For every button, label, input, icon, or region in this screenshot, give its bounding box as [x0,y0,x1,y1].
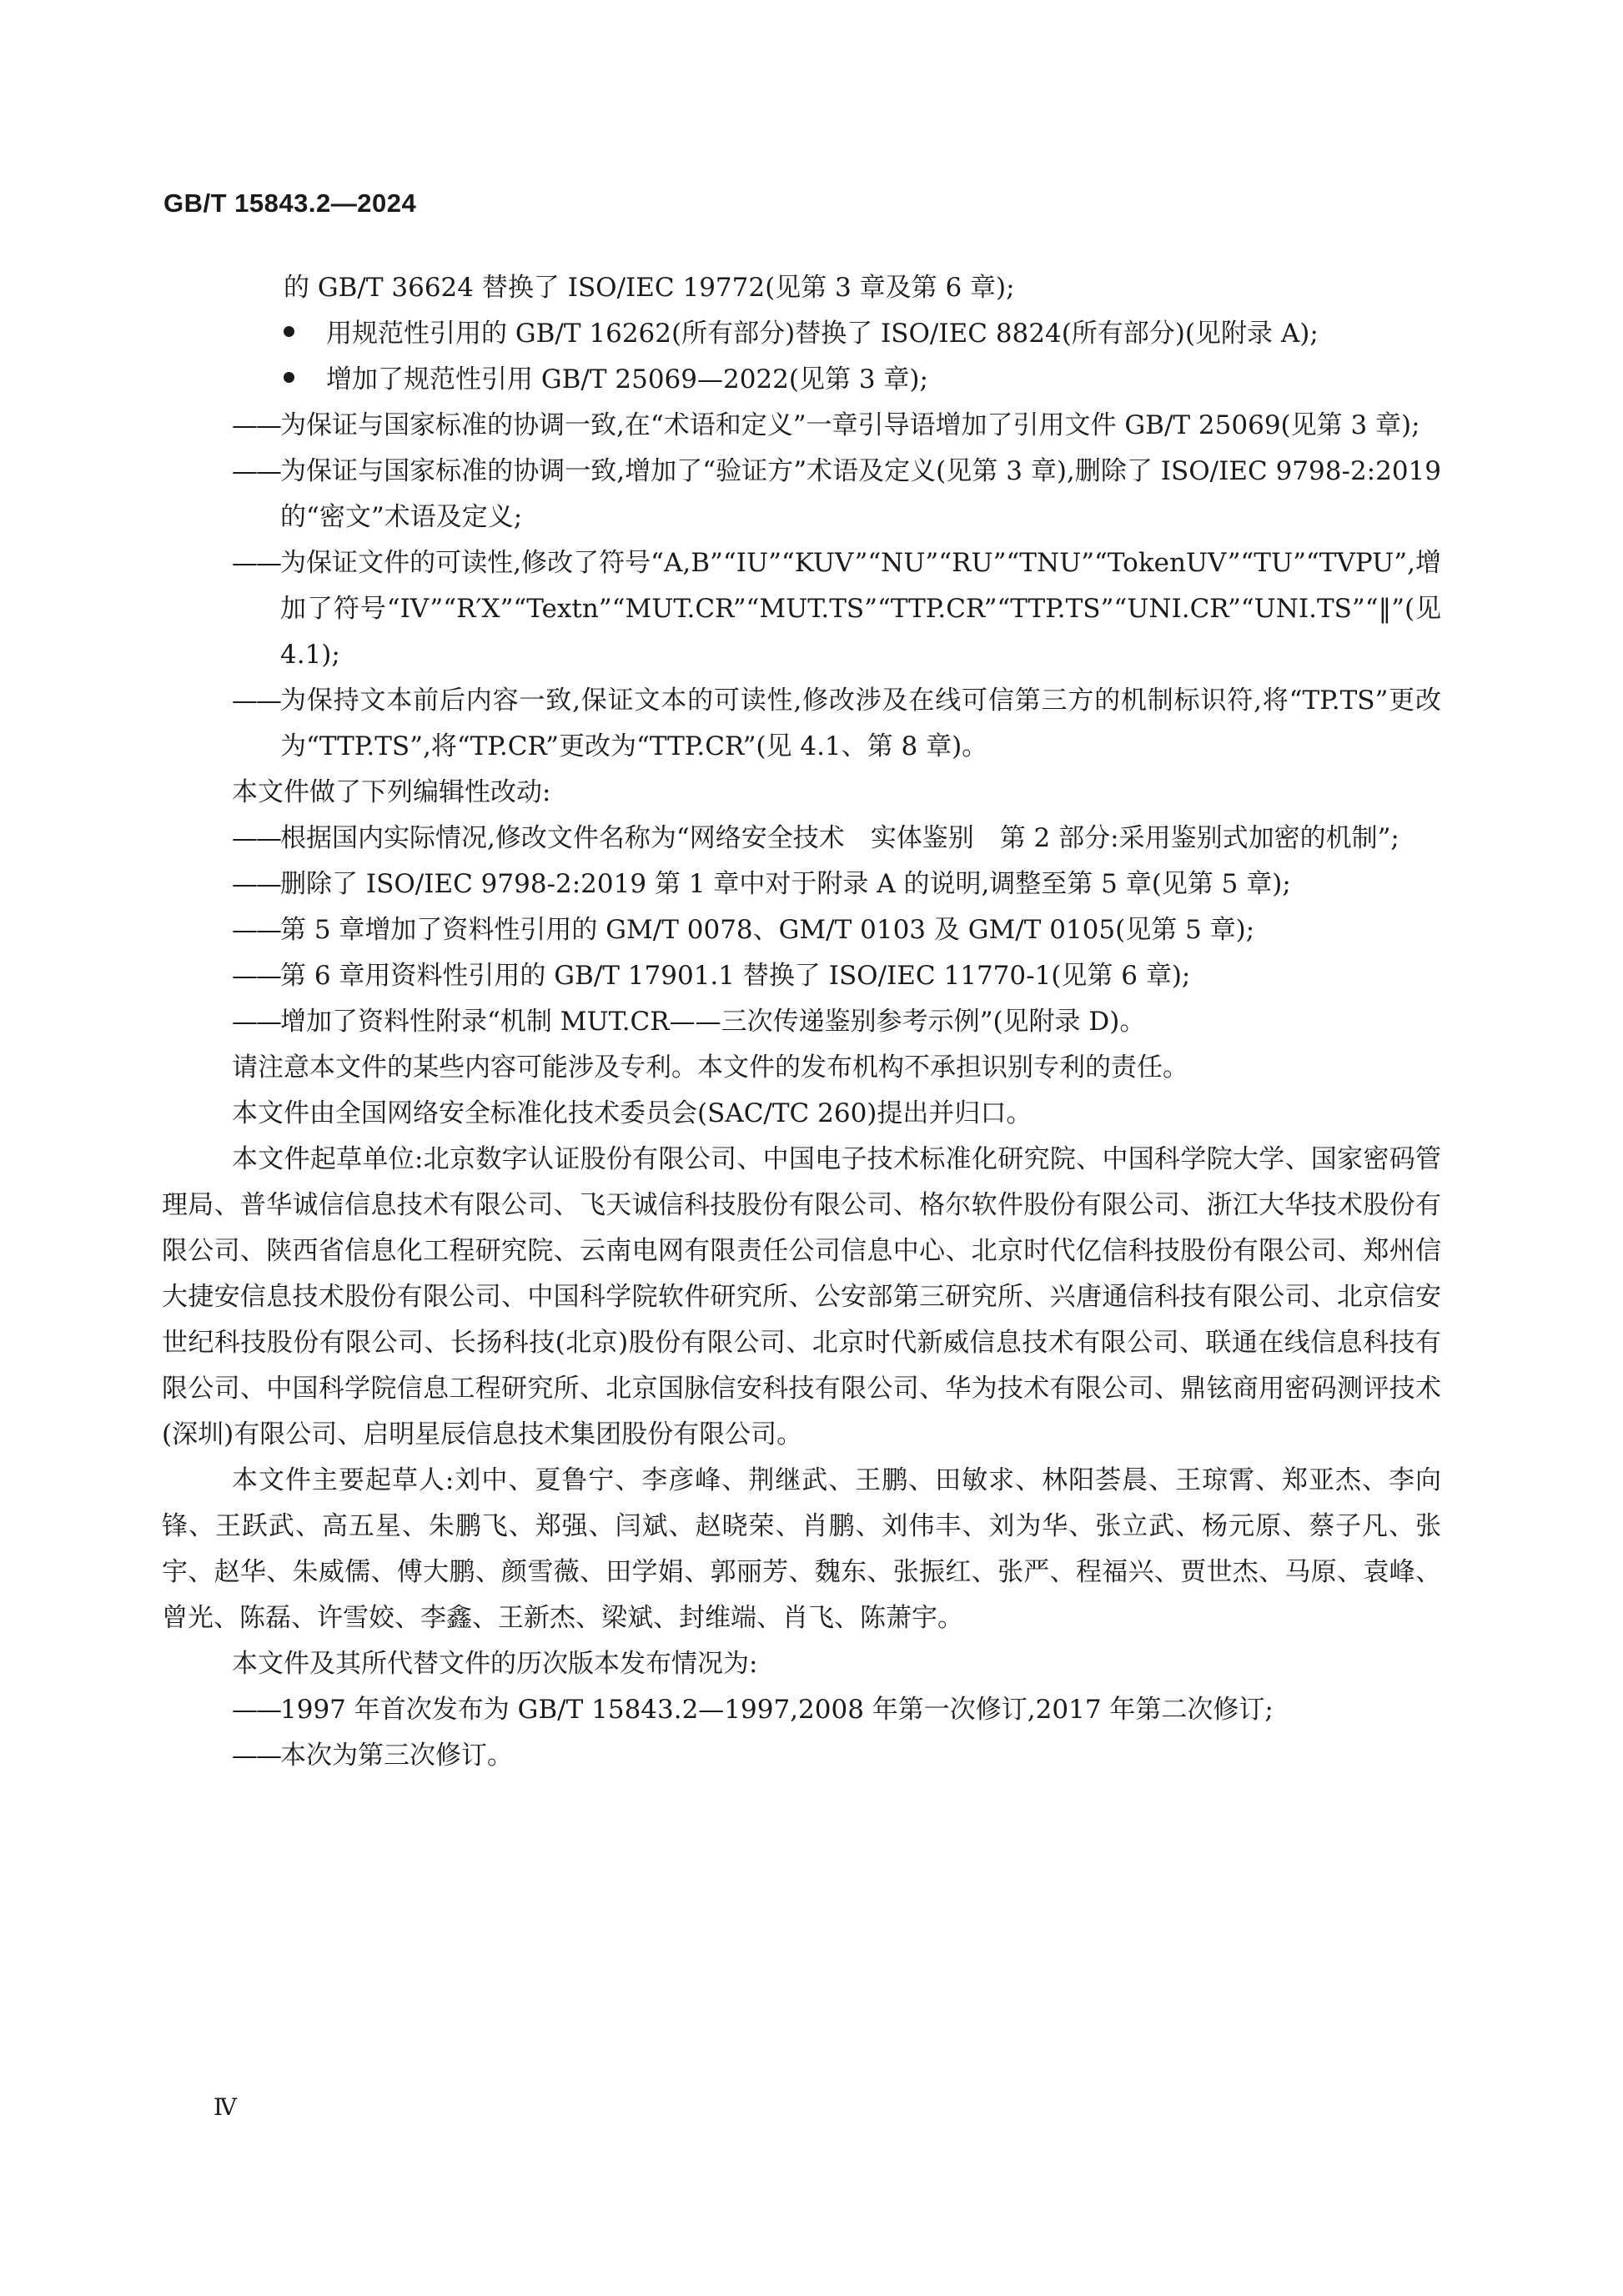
dash-text: 根据国内实际情况,修改文件名称为“网络安全技术 实体鉴别 第 2 部分:采用鉴别式加密的机制”; [280,823,1399,853]
dash-text: 本次为第三次修订。 [280,1741,513,1771]
bullet-item [240,357,1441,403]
dash-marker: —— [232,1741,280,1771]
paragraph: 本文件做了下列编辑性改动: [232,777,551,807]
committee-paragraph: 本文件由全国网络安全标准化技术委员会(SAC/TC 260)提出并归口。 [232,1098,1033,1128]
dash-marker: —— [232,1007,280,1037]
dash-item [232,678,1441,770]
bullet-text: 增加了规范性引用 GB/T 25069—2022(见第 3 章); [326,364,928,394]
dash-text: 删除了 ISO/IEC 9798-2:2019 第 1 章中对于附录 A 的说明,调整至第 5 章(见第 5 章); [280,869,1291,899]
dash-text: 为保证文件的可读性,修改了符号“A,B”“IU”“KUV”“NU”“RU”“TNU”“TokenUV”“TU”“TVPU”,增加了符号“IV”“R′X”“Textn”“MUT.CR”“MUT.TS”“TTP.CR”“TTP.TS”“UNI.CR”“UNI.TS”“‖”(见 4.1); [280,548,1441,670]
dash-item [232,953,1441,999]
page-number: Ⅳ [214,2093,237,2121]
continuation-line: 的 GB/T 36624 替换了 ISO/IEC 19772(见第 3 章及第 6 章); [284,273,1015,303]
dash-marker: —— [232,410,280,440]
standard-number-header: GB/T 15843.2—2024 [163,188,417,218]
drafting-units-paragraph: 本文件起草单位:北京数字认证股份有限公司、中国电子技术标准化研究院、中国科学院大学、国家密码管理局、普华诚信信息技术有限公司、飞天诚信科技股份有限公司、格尔软件股份有限公司、浙江大华技术股份有限公司、陕西省信息化工程研究院、云南电网有限责任公司信息中心、北京时代亿信科技股份有限公司、郑州信大捷安信息技术股份有限公司、中国科学院软件研究所、公安部第三研究所、兴唐通信科技有限公司、北京信安世纪科技股份有限公司、长扬科技(北京)股份有限公司、北京时代新威信息技术有限公司、联通在线信息科技有限公司、中国科学院信息工程研究所、北京国脉信安科技有限公司、华为技术有限公司、鼎铉商用密码测评技术(深圳)有限公司、启明星辰信息技术集团股份有限公司。 [162,1144,1441,1449]
dash-marker: —— [232,456,280,486]
dash-text: 为保持文本前后内容一致,保证文本的可读性,修改涉及在线可信第三方的机制标识符,将“TP.TS”更改为“TTP.TS”,将“TP.CR”更改为“TTP.CR”(见 4.1、第 8 章)。 [280,686,1441,761]
dash-item [232,449,1441,540]
dash-marker: —— [232,961,280,991]
bullet-item [240,311,1441,357]
document-body [162,265,1441,1779]
dash-text: 增加了资料性附录“机制 MUT.CR——三次传递鉴别参考示例”(见附录 D)。 [280,1007,1146,1037]
history-intro: 本文件及其所代替文件的历次版本发布情况为: [232,1649,758,1679]
dash-item [232,862,1441,907]
bullet-text: 用规范性引用的 GB/T 16262(所有部分)替换了 ISO/IEC 8824(所有部分)(见附录 A); [326,319,1319,349]
dash-text: 第 5 章增加了资料性引用的 GM/T 0078、GM/T 0103 及 GM/T 0105(见第 5 章); [280,915,1255,945]
dash-marker: —— [232,1695,280,1725]
dash-item [232,1733,1441,1779]
dash-item [232,403,1441,449]
patent-notice: 请注意本文件的某些内容可能涉及专利。本文件的发布机构不承担识别专利的责任。 [232,1053,1188,1083]
dash-marker: —— [232,548,280,578]
dash-item [232,816,1441,862]
dash-text: 为保证与国家标准的协调一致,在“术语和定义”一章引导语增加了引用文件 GB/T 25069(见第 3 章); [280,410,1420,440]
drafters-paragraph: 本文件主要起草人:刘中、夏鲁宁、李彦峰、荆继武、王鹏、田敏求、林阳荟晨、王琼霄、郑亚杰、李向锋、王跃武、高五星、朱鹏飞、郑强、闫斌、赵晓荣、肖鹏、刘伟丰、刘为华、张立武、杨元原、蔡子凡、张宇、赵华、朱威儒、傅大鹏、颜雪薇、田学娟、郭丽芳、魏东、张振红、张严、程福兴、贾世杰、马原、袁峰、曾光、陈磊、许雪姣、李鑫、王新杰、梁斌、封维端、肖飞、陈萧宇。 [162,1465,1441,1633]
dash-item [232,999,1441,1045]
dash-text: 为保证与国家标准的协调一致,增加了“验证方”术语及定义(见第 3 章),删除了 ISO/IEC 9798-2:2019 的“密文”术语及定义; [280,456,1441,532]
dash-item [232,540,1441,678]
dash-marker: —— [232,686,280,716]
dash-marker: —— [232,915,280,945]
dash-marker: —— [232,823,280,853]
dash-item [232,1687,1441,1733]
dash-text: 1997 年首次发布为 GB/T 15843.2—1997,2008 年第一次修订,2017 年第二次修订; [280,1695,1274,1725]
bullet-icon [284,326,294,337]
bullet-icon [284,372,294,383]
dash-item [232,907,1441,953]
dash-marker: —— [232,869,280,899]
dash-text: 第 6 章用资料性引用的 GB/T 17901.1 替换了 ISO/IEC 11770-1(见第 6 章); [280,961,1191,991]
